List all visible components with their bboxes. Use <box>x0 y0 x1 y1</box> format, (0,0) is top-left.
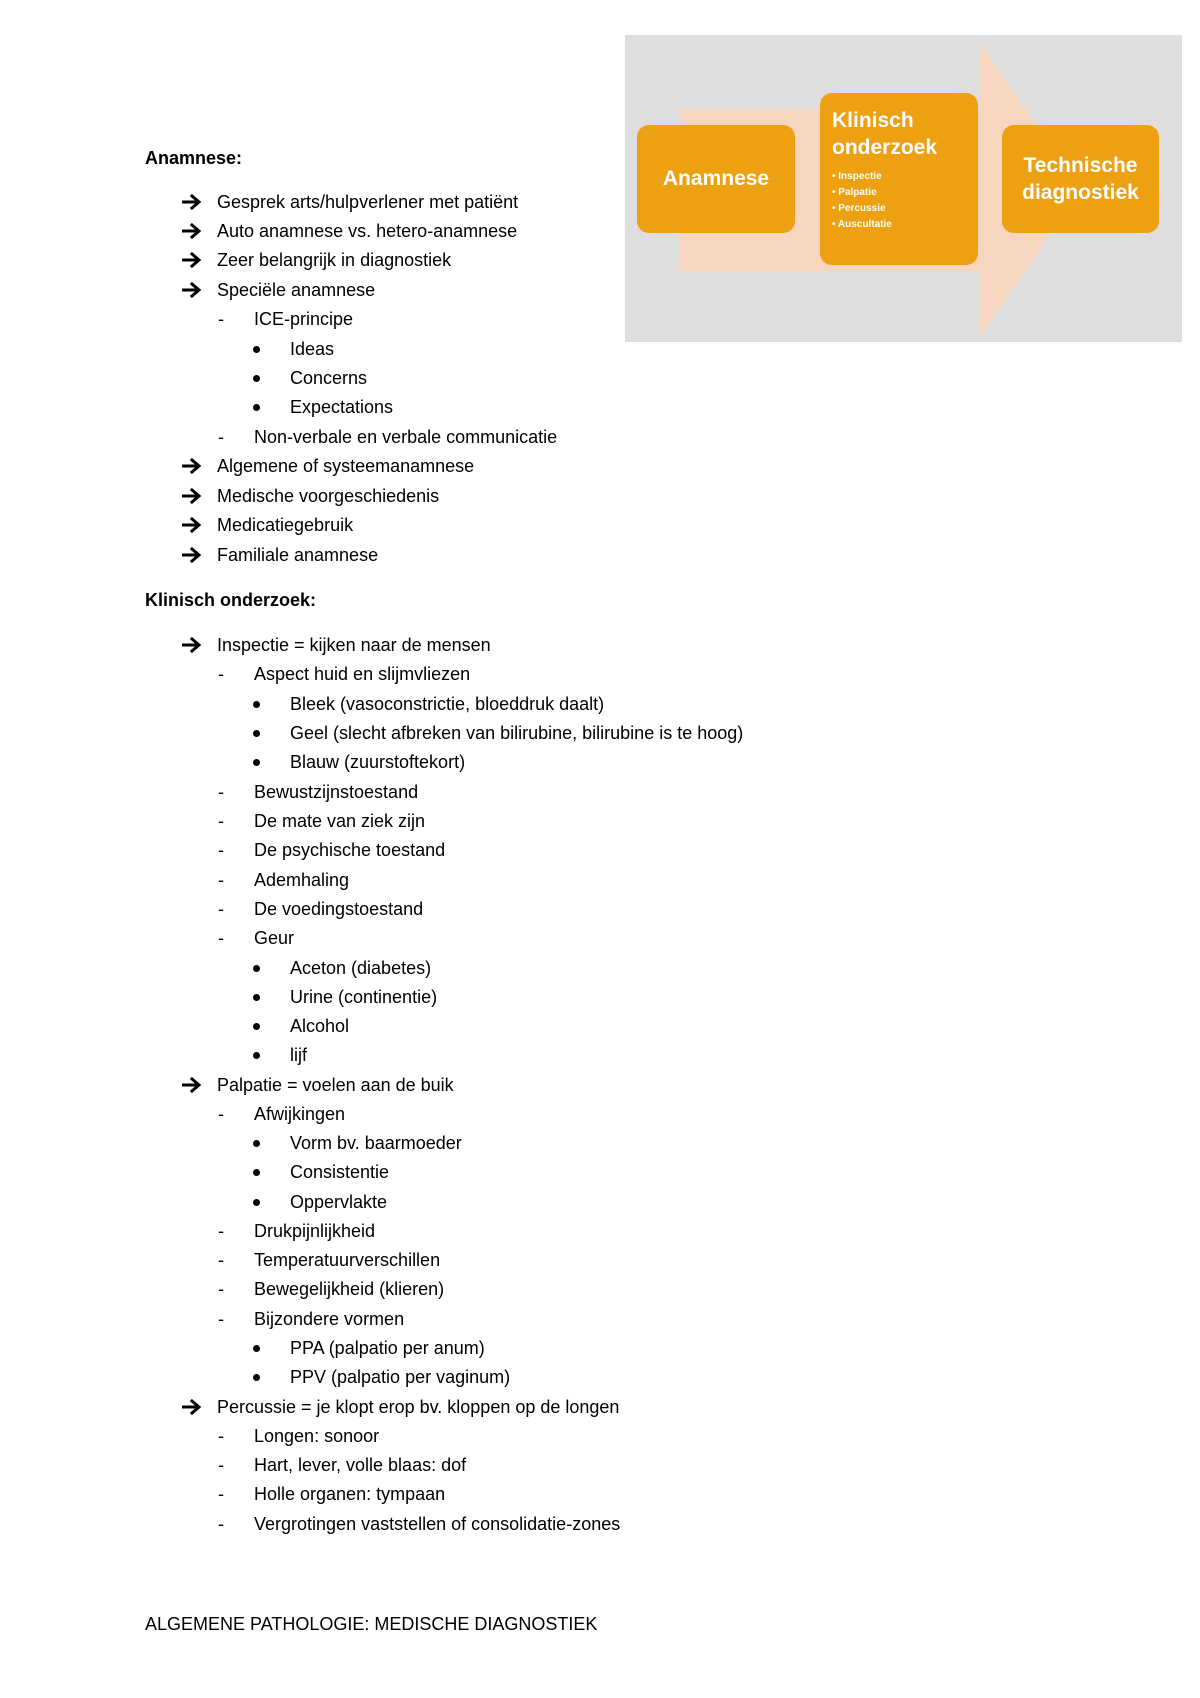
diagram-box-technische-line-1: Technische <box>1023 154 1138 177</box>
dash-marker: - <box>218 1221 224 1241</box>
bullet-icon <box>253 375 260 382</box>
diagram-list-item: • Palpatie <box>832 185 966 201</box>
diagram-list-item: • Auscultatie <box>832 217 966 233</box>
section-heading-anamnese: Anamnese: <box>145 148 243 168</box>
bullet-icon <box>253 1140 260 1147</box>
diagram-box-anamnese-label: Anamnese <box>662 167 770 190</box>
arrow-right-icon <box>182 454 206 475</box>
diagram-box-technische-diagnostiek <box>1002 125 1159 233</box>
diagram-box-klinisch-title-1: Klinisch <box>832 109 914 132</box>
arrow-right-icon <box>182 1395 206 1416</box>
diagram-box-technische-line-2: diagnostiek <box>1022 181 1139 204</box>
arrow-right-icon <box>182 633 206 654</box>
dash-marker: - <box>218 664 224 684</box>
bullet-icon <box>253 759 260 766</box>
dash-marker: - <box>218 1514 224 1534</box>
bullet-icon <box>253 1023 260 1030</box>
dash-marker: - <box>218 840 224 860</box>
arrow-right-icon <box>182 513 206 534</box>
dash-marker: - <box>218 782 224 802</box>
section-heading-klinisch-onderzoek: Klinisch onderzoek: <box>145 590 317 610</box>
diagram-box-klinisch-list <box>832 169 966 233</box>
page-footer: ALGEMENE PATHOLOGIE: MEDISCHE DIAGNOSTIEK <box>145 1614 598 1634</box>
dash-marker: - <box>218 811 224 831</box>
dash-marker: - <box>218 1484 224 1504</box>
dash-marker: - <box>218 870 224 890</box>
process-diagram <box>625 35 1182 342</box>
bullet-icon <box>253 965 260 972</box>
diagram-box-klinisch-title-2: onderzoek <box>832 136 938 159</box>
bullet-icon <box>253 1169 260 1176</box>
bullet-icon <box>253 994 260 1001</box>
diagram-list-item: • Inspectie <box>832 169 966 185</box>
bullet-icon <box>253 404 260 411</box>
bullet-icon <box>253 1199 260 1206</box>
arrow-right-icon <box>182 219 206 240</box>
arrow-right-icon <box>182 248 206 269</box>
arrow-right-icon <box>182 1073 206 1094</box>
bullet-icon <box>253 346 260 353</box>
diagram-list-item: • Percussie <box>832 201 966 217</box>
dash-marker: - <box>218 1104 224 1124</box>
arrow-right-icon <box>182 484 206 505</box>
arrow-right-icon <box>182 278 206 299</box>
dash-marker: - <box>218 309 224 329</box>
arrow-right-icon <box>182 190 206 211</box>
bullet-icon <box>253 701 260 708</box>
dash-marker: - <box>218 427 224 447</box>
bullet-icon <box>253 1374 260 1381</box>
dash-marker: - <box>218 1426 224 1446</box>
dash-marker: - <box>218 928 224 948</box>
bullet-icon <box>253 1345 260 1352</box>
dash-marker: - <box>218 899 224 919</box>
dash-marker: - <box>218 1309 224 1329</box>
arrow-right-icon <box>182 543 206 564</box>
dash-marker: - <box>218 1279 224 1299</box>
dash-marker: - <box>218 1455 224 1475</box>
bullet-icon <box>253 1052 260 1059</box>
diagram-box-klinisch-onderzoek <box>820 93 978 265</box>
bullet-icon <box>253 730 260 737</box>
dash-marker: - <box>218 1250 224 1270</box>
diagram-box-anamnese <box>637 125 795 233</box>
document-page: Anamnese Klinisch onderzoek • Inspectie • Palpatie • Percussie • Auscultatie Technische diagnostiek Anamnese: Gesprek arts/hulpverlener met patiënt Auto anamnese vs. hetero-anamnese Zeer belangrijk in diagnostiek Speciële anamnese - ICE-principe Ideas Concerns Expectations - Non-verbale en verbale communicatie Algemene of systeemanamnese Medische voorgeschiedenis Medicatiegebruik Familiale anamnese Klinisch onderzoek: Inspectie = kijken naar de mensen - Aspect huid en slijmvliezen Bleek (vasoconstrictie, bloeddruk daalt) Geel (slecht afbreken van bilirubine, bilirubine is te hoog) Blauw (zuurstoftekort) - Bewustzijnstoestand - De mate van ziek zijn - De psychische toestand - Ademhaling - De voedingstoestand - Geur Aceton (diabetes) Urine (continentie) Alcohol lijf Palpatie = voelen aan de buik - Afwijkingen Vorm bv. baarmoeder Consistentie Oppervlakte - Drukpijnlijkheid - Temperatuurverschillen - Bewegelijkheid (klieren) - Bijzondere vormen PPA (palpatio per anum) PPV (palpatio per vaginum) Percussie = je klopt erop bv. kloppen op de longen - Longen: sonoor - Hart, lever, volle blaas: dof - Holle organen: tympaan - Vergrotingen vaststellen of consolidatie-zones ALGEMENE PATHOLOGIE: MEDISCHE DIAGNOSTIEK <box>0 0 1200 1698</box>
